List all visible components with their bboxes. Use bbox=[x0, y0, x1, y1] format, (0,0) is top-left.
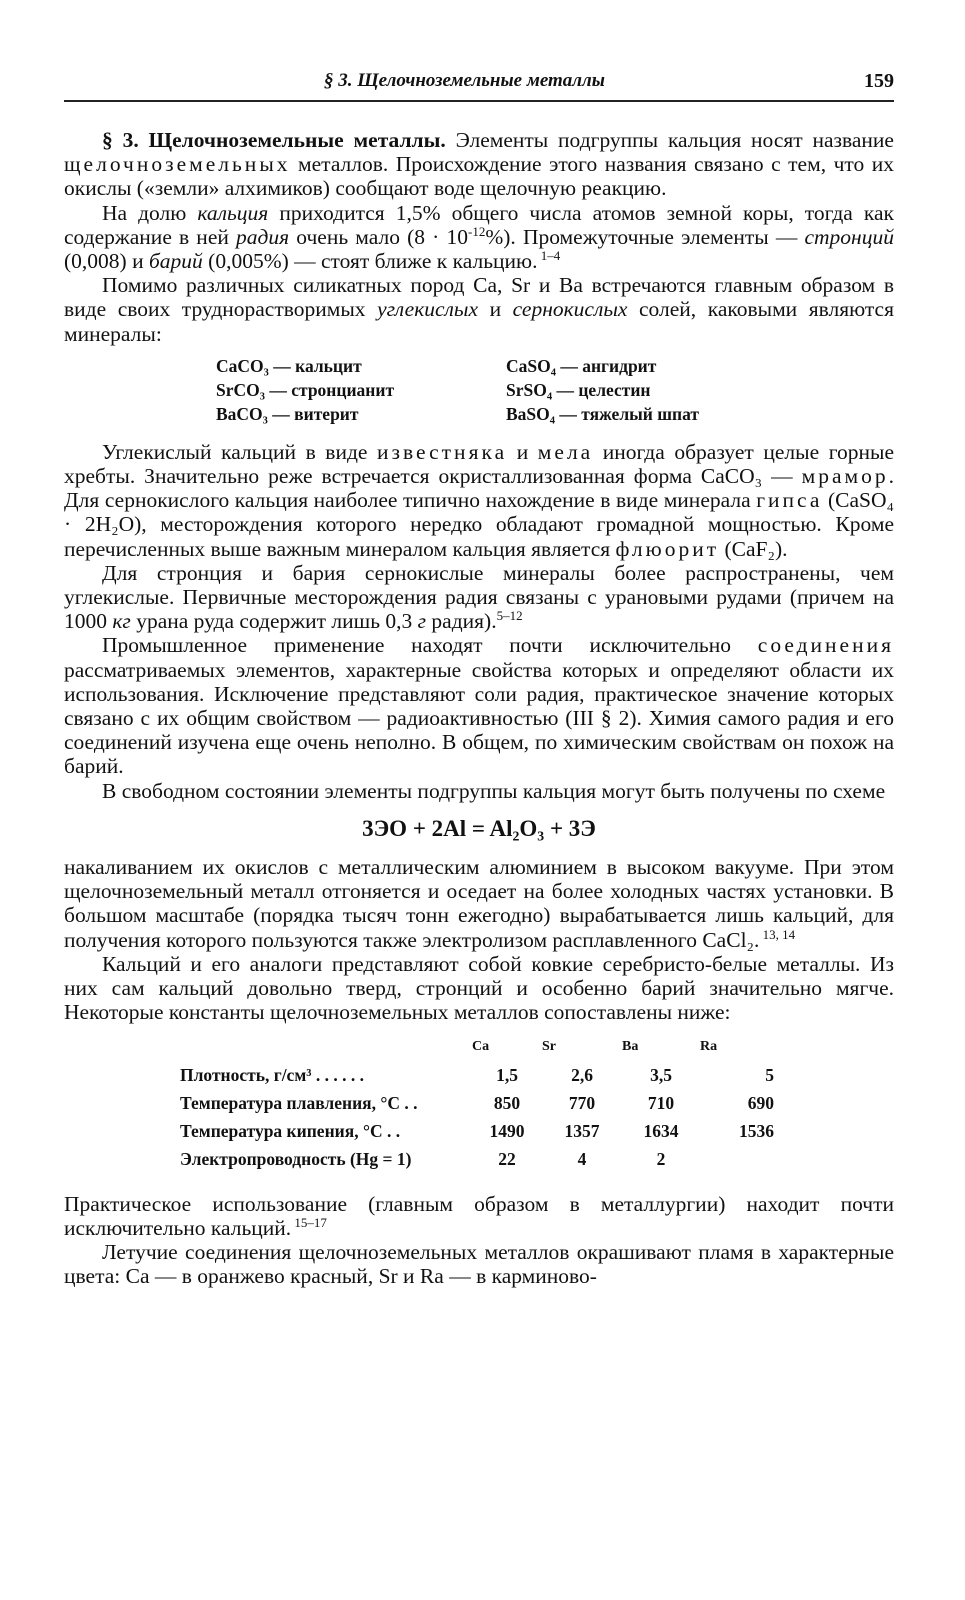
text-run: урана руда содержит лишь 0,3 bbox=[130, 609, 418, 634]
exponent: -12 bbox=[468, 223, 486, 239]
spaced-term: известняка bbox=[377, 439, 508, 464]
table-cell: 1,5 bbox=[496, 1064, 518, 1085]
paragraph-flame bbox=[64, 1240, 894, 1288]
body-text bbox=[64, 128, 894, 1288]
paragraph-minerals bbox=[64, 273, 894, 346]
table-cell bbox=[700, 1145, 774, 1173]
text-run: очень мало (8 · 10 bbox=[289, 224, 468, 249]
text-run: Кальций и его аналоги представляют собой ковкие серебристо-белые металлы. Из них сам кальций довольно тверд, стронций и особенно барий значительно мягче. Некоторые константы щелочноземельных металлов сопоставлены ниже: bbox=[64, 951, 894, 1025]
table-row bbox=[180, 1145, 774, 1173]
table-header: Ba bbox=[622, 1038, 639, 1054]
paragraph-properties bbox=[64, 952, 894, 1025]
italic-term: радия bbox=[236, 224, 290, 249]
paragraph-application bbox=[64, 633, 894, 778]
text-run: Углекислый кальций в виде bbox=[102, 439, 378, 464]
paragraph-carbonate bbox=[64, 440, 894, 561]
row-label: Электропроводность (Hg = 1) bbox=[180, 1149, 412, 1170]
reference-note: 13, 14 bbox=[759, 926, 796, 942]
spaced-term: соединения bbox=[757, 633, 894, 658]
text-run: приходится 1,5% общего числа атомов земной коры, тогда как содержание в ней bbox=[64, 200, 894, 249]
table-cell: 2 bbox=[656, 1149, 666, 1170]
text-run: На долю bbox=[102, 200, 198, 225]
page-number: 159 bbox=[864, 70, 894, 92]
paragraph-production bbox=[64, 779, 894, 803]
italic-term: углекислых bbox=[377, 297, 479, 322]
mineral-item: SrSO₄ — целестин bbox=[506, 379, 651, 400]
paragraph-abundance bbox=[64, 201, 894, 274]
table-cell: 5 bbox=[765, 1064, 774, 1085]
text-run: металлов. Происхождение этого названия связано с тем, что их окислы («земли» алхимиков) сообщают воде щелочную реакцию. bbox=[64, 152, 894, 201]
minerals-list bbox=[216, 354, 894, 426]
reference-note: 15–17 bbox=[291, 1214, 327, 1230]
table-cell: 770 bbox=[568, 1092, 596, 1113]
mineral-item: CaSO₄ — ангидрит bbox=[506, 355, 657, 376]
text-run: Элементы подгруппы кальция носят название bbox=[445, 128, 894, 152]
table-cell: 1357 bbox=[564, 1121, 600, 1142]
table-cell: 2,6 bbox=[571, 1064, 593, 1085]
spaced-term: мела bbox=[537, 439, 594, 464]
page-header bbox=[64, 62, 894, 102]
text-run: (0,008) и bbox=[64, 249, 149, 274]
spaced-term: флюорит bbox=[615, 536, 720, 561]
text-run: %). Промежуточные элементы — bbox=[485, 224, 805, 249]
table-cell: 4 bbox=[577, 1149, 587, 1170]
spaced-term: гипса bbox=[756, 488, 823, 513]
text-run: (CaSO₄ · 2H₂O), месторождения которого нередко обладают громадной мощностью. Кроме перечисленных выше важным минералом кальция является bbox=[64, 488, 894, 561]
book-page bbox=[64, 62, 894, 1288]
text-run: радия). bbox=[426, 609, 497, 634]
table-header: Ca bbox=[472, 1038, 490, 1054]
reference-note: 1–4 bbox=[537, 247, 561, 263]
italic-term: кальция bbox=[197, 200, 269, 225]
mineral-item: BaSO₄ — тяжелый шпат bbox=[506, 403, 700, 424]
text-run: Помимо различных силикатных пород Ca, Sr и Ba встречаются главным образом в виде своих труднорастворимых bbox=[64, 273, 894, 322]
table-cell: 1536 bbox=[739, 1121, 774, 1142]
italic-term: кг bbox=[112, 609, 131, 634]
table-cell: 850 bbox=[493, 1092, 521, 1113]
text-run: иногда образует целые горные хребты. Значительно реже встречается окристаллизованная форма CaCO₃ — bbox=[64, 439, 894, 489]
table-row bbox=[180, 1089, 774, 1117]
table-cell: 1634 bbox=[643, 1121, 679, 1142]
text-run: Промышленное применение находят почти исключительно bbox=[102, 633, 758, 658]
text-run: и bbox=[478, 297, 513, 322]
table-header-row bbox=[180, 1033, 774, 1061]
paragraph-usage bbox=[64, 1192, 894, 1240]
text-run: Летучие соединения щелочноземельных металлов окрашивают пламя в характерные цвета: Ca — в оранжево красный, Sr и Ra — в карминово- bbox=[64, 1239, 894, 1289]
spaced-term: щелочноземельных bbox=[64, 152, 291, 177]
spaced-term: мрамор bbox=[801, 464, 889, 489]
text-run: накаливанием их окислов с металлическим алюминием в высоком вакууме. При этом щелочноземельный металл отгоняется и оседает на более холодных частях установки. В большом масштабе (порядка тысяч тонн ежегодно) вырабатывается лишь кальций, для получения которого пользуются также электролизом расплавленного CaCl₂. bbox=[64, 855, 894, 952]
table-row bbox=[180, 1117, 774, 1145]
table-row bbox=[180, 1061, 774, 1089]
text-run: Практическое использование (главным образом в металлургии) находит почти исключительно кальций. bbox=[64, 1191, 894, 1240]
table-cell: 710 bbox=[647, 1092, 675, 1113]
text-run: (CaF₂). bbox=[719, 536, 788, 561]
table-header-empty bbox=[180, 1033, 472, 1061]
italic-term: сернокислых bbox=[512, 297, 628, 322]
table-cell: 3,5 bbox=[650, 1064, 672, 1085]
table-header: Ra bbox=[700, 1038, 718, 1054]
italic-term: г bbox=[417, 609, 427, 634]
table-cell: 690 bbox=[747, 1092, 774, 1113]
text-run: . Для сернокислого кальция наиболее типично нахождение в виде минерала bbox=[64, 464, 894, 513]
text-run: (0,005%) — стоят ближе к кальцию. bbox=[202, 249, 538, 274]
mineral-item: BaCO₃ — витерит bbox=[216, 403, 359, 424]
text-run: Для стронция и бария сернокислые минералы более распространены, чем углекислые. Первичные месторождения радия связаны с урановыми рудами (причем на 1000 bbox=[64, 560, 894, 634]
section-heading: § 3. Щелочноземельные металлы. bbox=[102, 128, 446, 152]
mineral-item: SrCO₃ — стронцианит bbox=[216, 379, 395, 400]
row-label: Плотность, г/см³ . . . . . . bbox=[180, 1064, 364, 1085]
text-run: и bbox=[507, 439, 538, 464]
paragraph-production-cont bbox=[64, 855, 894, 952]
row-label: Температура кипения, °C . . bbox=[180, 1121, 401, 1142]
table-header: Sr bbox=[542, 1038, 556, 1054]
italic-term: стронций bbox=[804, 224, 894, 249]
running-title: § 3. Щелочноземельные металлы bbox=[324, 70, 605, 91]
italic-term: барий bbox=[148, 249, 203, 274]
mineral-item: CaCO₃ — кальцит bbox=[216, 355, 362, 376]
reference-note: 5–12 bbox=[496, 608, 523, 624]
reaction-equation: 3ЭO + 2Al = Al₂O₃ + 3Э bbox=[362, 815, 596, 841]
table-cell: 1490 bbox=[489, 1121, 525, 1142]
paragraph-strontium-barium bbox=[64, 561, 894, 634]
paragraph-intro bbox=[64, 128, 894, 201]
row-label: Температура плавления, °C . . bbox=[180, 1092, 418, 1113]
table-cell: 22 bbox=[498, 1149, 516, 1170]
text-run: В свободном состоянии элементы подгруппы кальция могут быть получены по схеме bbox=[102, 778, 886, 803]
text-run: рассматриваемых элементов, характерные свойства которых и определяют области их использования. Исключение представляют соли радия, практическое значение которых связано с их общим свойством — радиоактивностью (III § 2). Химия самого радия и его соединений изучена еще очень неполно. В общем, по химическим свойствам он похож на барий. bbox=[64, 657, 894, 779]
constants-table bbox=[180, 1033, 774, 1174]
text-run: солей, каковыми являются минералы: bbox=[64, 297, 894, 346]
